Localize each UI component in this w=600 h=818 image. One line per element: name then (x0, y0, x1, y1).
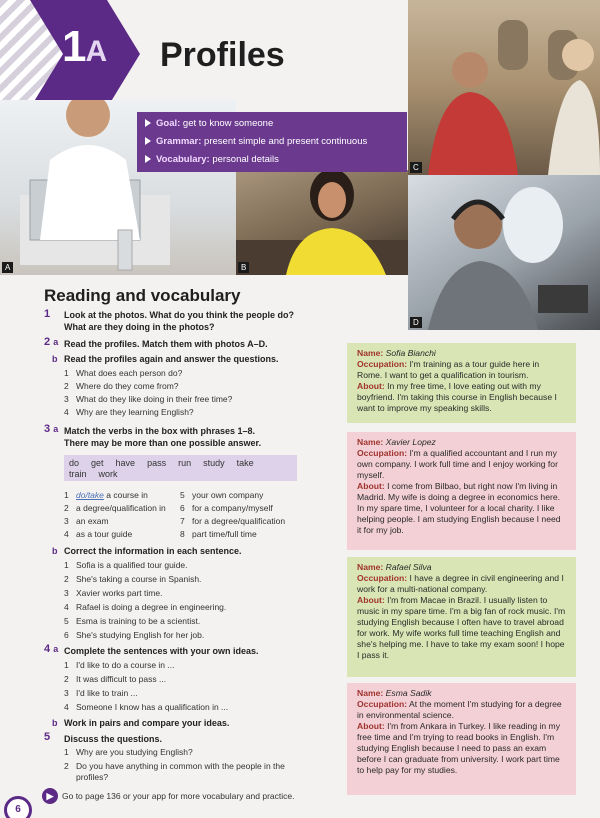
triangle-right-icon (145, 155, 151, 163)
exercise-letter: b (52, 718, 58, 728)
profile-about: About: I'm from Macae in Brazil. I usually listen to music in my spare time. I'm a big fan of rock music. I'm studying English because I often have to travel abroad for work. My wife works full time teaching English and she's helping me. I have to take my exam soon! I hope I pass it. (357, 595, 566, 660)
list-item: 2 It was difficult to pass ... (64, 674, 167, 684)
goals-box (137, 112, 407, 172)
exercise-letter: b (52, 354, 58, 364)
list-item: 2 Do you have anything in common with the people in the (64, 761, 285, 771)
photo-label-c: C (410, 162, 422, 173)
match-item: 5 your own company (180, 490, 264, 500)
list-item: 3 Xavier works part time. (64, 588, 163, 598)
list-item: 1 What does each person do? (64, 368, 183, 378)
photo-c (408, 0, 600, 175)
page-number: 6 (4, 796, 32, 818)
profile-card-rafael (347, 557, 576, 677)
match-item: 1 do/take a course in (64, 490, 148, 500)
list-item: 4 Rafael is doing a degree in engineering. (64, 602, 227, 612)
photo-b (236, 170, 408, 275)
list-item: 4 Why are they learning English? (64, 407, 194, 417)
goal-line: Goal: get to know someone (145, 115, 399, 133)
list-item: 1 Why are you studying English? (64, 747, 193, 757)
exercise-number: 3 a (44, 423, 59, 435)
exercise-3b-text: Correct the information in each sentence. (64, 546, 242, 556)
exercise-3a-line-2: There may be more than one possible answer. (64, 438, 262, 448)
exercise-1-line-1: Look at the photos. What do you think the people do? (64, 310, 294, 320)
profile-occupation: Occupation: I have a degree in civil engineering and I work for a multi-national company. (357, 573, 564, 594)
profile-about: About: I come from Bilbao, but right now I'm living in Madrid. My wife is doing a degree in economics here. In my spare time, I volunteer for a local charity. I like helping people. I am studying English because I need it for my job. (357, 481, 561, 535)
exercise-1-line-2: What are they doing in the photos? (64, 322, 215, 332)
exercise-number: 2 a (44, 336, 59, 348)
photo-d (408, 175, 600, 330)
profile-name: Name: Sofia Bianchi (357, 348, 436, 358)
grammar-line: Grammar: present simple and present continuous (145, 133, 399, 151)
photo-d-illustration (408, 175, 600, 330)
profile-card-xavier (347, 432, 576, 550)
profile-about: About: In my free time, I love eating out with my boyfriend. I'm taking this course in English because I want to improve my speaking skills. (357, 381, 557, 413)
photo-label-b: B (238, 262, 249, 273)
triangle-right-icon (145, 137, 151, 145)
exercise-letter: b (52, 546, 58, 556)
triangle-right-icon (145, 119, 151, 127)
match-item: 6 for a company/myself (180, 503, 273, 513)
photo-b-illustration (236, 170, 408, 275)
word-box-row-1: do get have pass run study take (69, 458, 254, 468)
list-item: 2 She's taking a course in Spanish. (64, 574, 202, 584)
exercise-number: 4 a (44, 643, 59, 655)
profile-card-sofia (347, 343, 576, 423)
footer-practice-link[interactable]: Go to page 136 or your app for more vocabulary and practice. (62, 791, 295, 801)
exercise-4b-text: Work in pairs and compare your ideas. (64, 718, 230, 728)
photo-label-d: D (410, 317, 422, 328)
list-item: 3 I'd like to train ... (64, 688, 138, 698)
profile-name: Name: Xavier Lopez (357, 437, 436, 447)
profile-occupation: Occupation: I'm training as a tour guide here in Rome. I want to get a qualification in tourism. (357, 359, 540, 380)
word-box (64, 455, 297, 481)
list-item: 1 Sofia is a qualified tour guide. (64, 560, 188, 570)
unit-label: 1A (62, 22, 107, 71)
profile-card-esma (347, 683, 576, 795)
exercise-2a-text: Read the profiles. Match them with photos A–D. (64, 339, 268, 349)
match-item: 2 a degree/qualification in (64, 503, 166, 513)
list-item: 6 She's studying English for her job. (64, 630, 205, 640)
exercise-4a-text: Complete the sentences with your own ideas. (64, 646, 259, 656)
list-item: 1 I'd like to do a course in ... (64, 660, 175, 670)
match-item: 7 for a degree/qualification (180, 516, 286, 526)
profile-occupation: Occupation: At the moment I'm studying for a degree in environmental science. (357, 699, 562, 720)
exercise-number: 5 (44, 731, 51, 743)
app-icon[interactable]: ▶ (42, 788, 58, 804)
list-item: 5 Esma is training to be a scientist. (64, 616, 201, 626)
word-box-row-2: train work (69, 469, 118, 479)
photo-c-illustration (408, 0, 600, 175)
list-item: 3 What do they like doing in their free time? (64, 394, 233, 404)
profile-name: Name: Esma Sadik (357, 688, 432, 698)
exercise-5-text: Discuss the questions. (64, 734, 163, 744)
list-item: 2 Where do they come from? (64, 381, 179, 391)
photo-label-a: A (2, 262, 13, 273)
exercise-3a-line-1: Match the verbs in the box with phrases 1–8. (64, 426, 256, 436)
page-title: Profiles (160, 36, 285, 74)
exercise-number: 1 (44, 308, 51, 320)
section-title: Reading and vocabulary (44, 286, 241, 305)
profile-name: Name: Rafael Silva (357, 562, 432, 572)
exercise-2b-text: Read the profiles again and answer the questions. (64, 354, 279, 364)
match-item: 3 an exam (64, 516, 109, 526)
match-item: 8 part time/full time (180, 529, 257, 539)
list-item: 4 Someone I know has a qualification in ... (64, 702, 229, 712)
profile-about: About: I'm from Ankara in Turkey. I like reading in my free time and I'm trying to read books in English. I'm studying English because I need to pass an exam before I can graduate from university. I work part time to help pay for my studies. (357, 721, 561, 775)
match-item: 4 as a tour guide (64, 529, 133, 539)
profile-occupation: Occupation: I'm a qualified accountant and I run my own company. I work full time and I enjoy working for myself. (357, 448, 558, 480)
vocabulary-line: Vocabulary: personal details (145, 151, 399, 169)
list-item: profiles? (76, 772, 109, 782)
